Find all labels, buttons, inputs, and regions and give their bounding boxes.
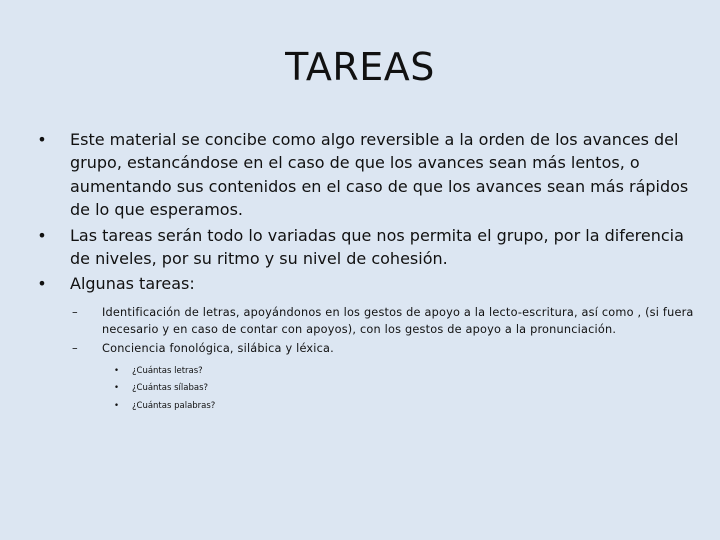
dash-icon: – <box>72 305 78 319</box>
sub-bullet-list <box>34 304 694 357</box>
sub-sub-bullet-list <box>34 363 694 416</box>
sub-sub-bullet-item <box>34 398 694 416</box>
bullet-icon: • <box>114 365 120 376</box>
sub-bullet-text: Identificación de letras, apoyándonos en los gestos de apoyo a la lecto-escritura, así como , (si fuera necesario y en caso de contar con apoyos), con los gestos de apoyo a la pronunciación. <box>102 305 694 336</box>
bullet-item <box>34 272 694 295</box>
sub-sub-bullet-text: ¿Cuántas letras? <box>132 365 203 376</box>
sub-sub-bullet-item <box>34 363 694 381</box>
sub-bullet-item <box>34 304 694 338</box>
sub-sub-bullet-text: ¿Cuántas palabras? <box>132 400 216 411</box>
bullet-text: Este material se concibe como algo reversible a la orden de los avances del grupo, estancándose en el caso de que los avances sean más lentos, o aumentando sus contenidos en el caso de que los avances sean más rápidos de lo que esperamos. <box>70 130 689 220</box>
bullet-list <box>34 128 694 296</box>
bullet-text: Algunas tareas: <box>70 274 195 294</box>
dash-icon: – <box>72 341 78 355</box>
slide-body <box>34 128 694 415</box>
sub-bullet-item <box>34 340 694 357</box>
sub-sub-bullet-text: ¿Cuántas sílabas? <box>132 383 209 394</box>
bullet-icon: • <box>114 383 120 394</box>
bullet-item <box>34 224 694 271</box>
sub-sub-bullet-item <box>34 380 694 398</box>
bullet-icon: • <box>114 400 120 411</box>
bullet-icon: • <box>37 225 47 245</box>
sub-bullet-text: Conciencia fonológica, silábica y léxica. <box>102 341 334 355</box>
bullet-icon: • <box>37 130 47 149</box>
bullet-text: Las tareas serán todo lo variadas que nos permita el grupo, por la diferencia de niveles, por su ritmo y su nivel de cohesión. <box>70 225 684 269</box>
bullet-item <box>34 128 694 222</box>
slide-title: TAREAS <box>285 45 435 89</box>
bullet-icon: • <box>37 274 47 294</box>
